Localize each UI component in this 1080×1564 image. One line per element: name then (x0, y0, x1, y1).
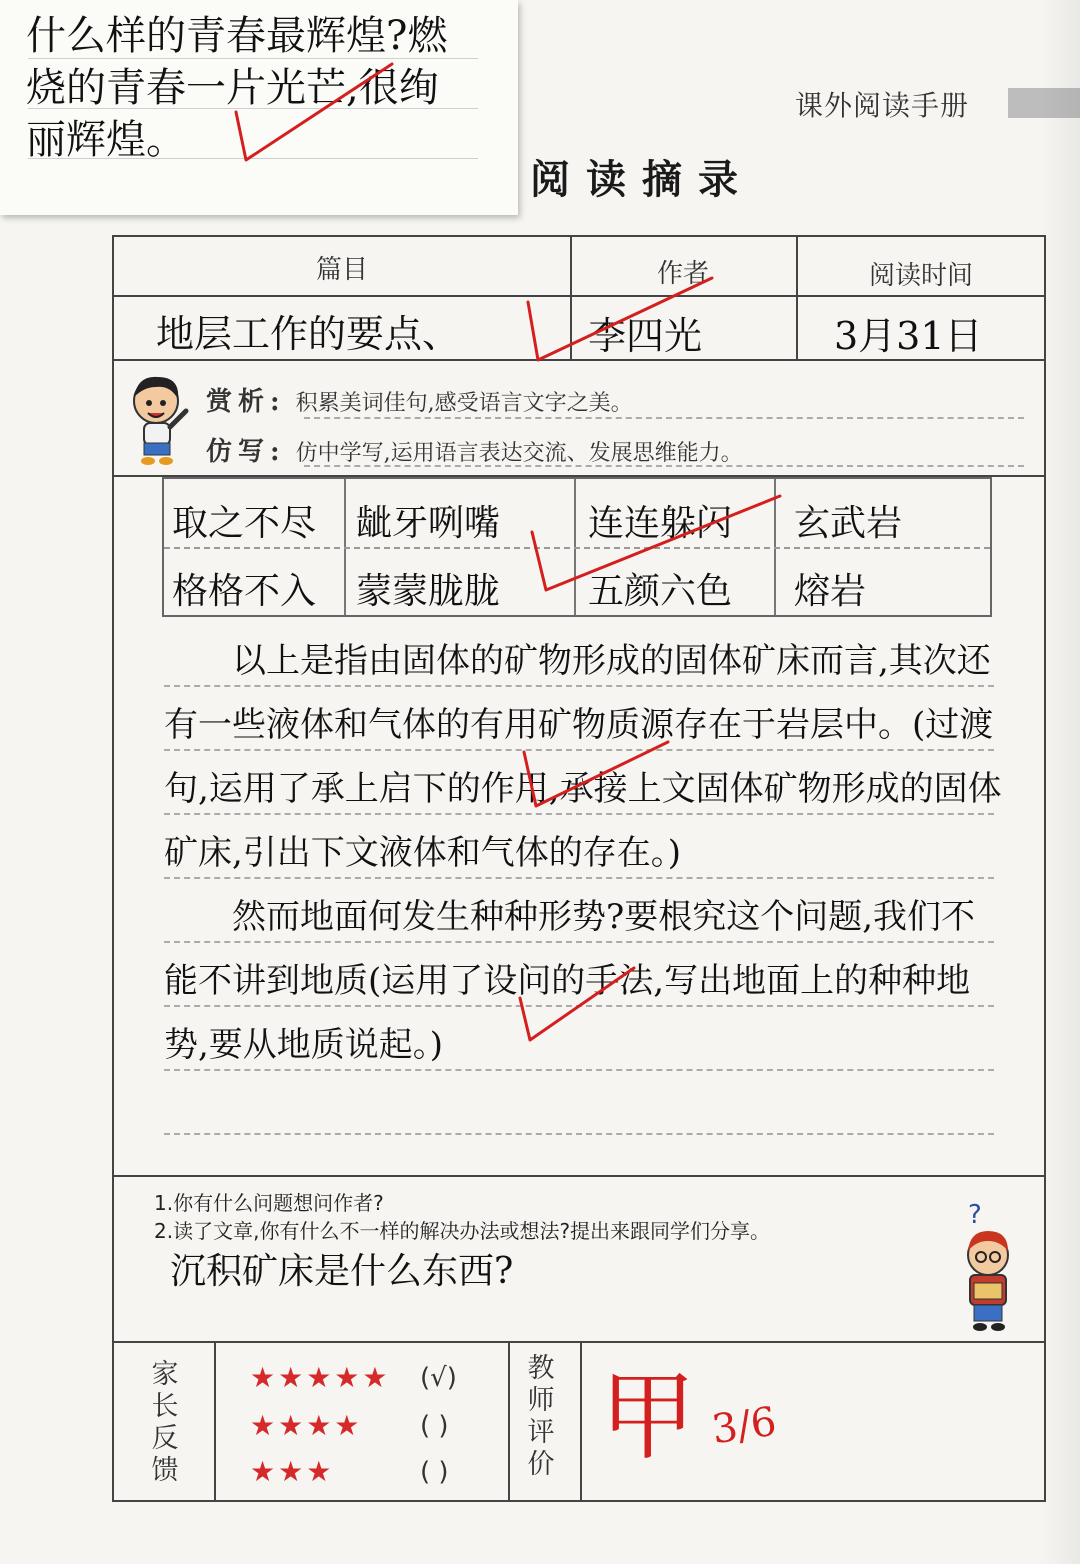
vocab-word: 取之不尽 (172, 503, 317, 544)
book-title: 课外阅读手册 (795, 89, 970, 122)
excerpt-paragraph: 以上是指由固体的矿物形成的固体矿床而言,其次还有一些液体和气体的有用矿物质源存在于岩层中。(过渡句,运用了承上启下的作用,承接上文固体矿物形成的固体矿床,引出下文液体和气体的存在。) (164, 641, 1002, 873)
question-1: 1.你有什么问题想问作者? (154, 1191, 384, 1215)
vocab-word: 蒙蒙胧胧 (356, 571, 501, 612)
question-2: 2.读了文章,你有什么不一样的解决办法或想法?提出来跟同学们分享。 (154, 1219, 771, 1243)
header-title: 篇目 (315, 255, 368, 285)
teacher-eval-label: 教师评价 (527, 1353, 555, 1480)
student-answer: 沉积矿床是什么东西? (170, 1251, 514, 1292)
vocab-word: 五颜六色 (588, 571, 733, 612)
reading-date-value: 3月31日 (834, 314, 983, 358)
vocab-word: 熔岩 (794, 571, 867, 612)
teacher-grade: 甲 (600, 1361, 696, 1473)
vocabulary-grid (162, 477, 992, 617)
page-title: 阅读摘录 (530, 156, 754, 203)
tip-imitate (206, 431, 743, 468)
dashed-rule (164, 1133, 994, 1135)
tip-appreciate (206, 381, 633, 418)
table-rule (114, 295, 1044, 297)
excerpt-paragraph: 然而地面何发生种种形势?要根究这个问题,我们不能不讲到地质(运用了设问的手法,写出地面上的种种地势,要从地质说起。) (164, 897, 976, 1065)
vocab-word: 龇牙咧嘴 (356, 503, 501, 544)
rating-five-mark: (√) (420, 1363, 457, 1393)
table-rule (580, 1341, 582, 1502)
tip-label: 仿写: (206, 437, 286, 467)
rating-five-stars: ★★★★★ (250, 1361, 391, 1394)
table-rule (114, 1341, 1044, 1343)
reading-record-frame (112, 235, 1046, 1502)
author-value: 李四光 (588, 314, 703, 358)
tip-label: 赏析: (206, 387, 286, 417)
table-rule (214, 1341, 216, 1502)
teacher-grade-date: 3/6 (709, 1398, 780, 1454)
rating-four-mark: ( ) (420, 1411, 449, 1441)
rating-three-mark: ( ) (420, 1457, 449, 1487)
tip-text: 积累美词佳句,感受语言文字之美。 (295, 391, 633, 416)
vocab-word: 玄武岩 (794, 503, 903, 544)
sticky-note (0, 0, 518, 215)
vocab-word: 连连躲闪 (588, 503, 733, 544)
article-title-value: 地层工作的要点、 (156, 312, 461, 356)
vocab-word: 格格不入 (172, 571, 317, 612)
sticky-note-text: 什么样的青春最辉煌?燃烧的青春一片光芒,很绚丽辉煌。 (26, 13, 448, 163)
rating-four-stars: ★★★★ (250, 1409, 363, 1442)
header-author: 作者 (656, 259, 709, 289)
parent-feedback-label: 家长反馈 (151, 1359, 179, 1486)
header-date: 阅读时间 (868, 261, 973, 291)
sticky-check-mark (0, 0, 518, 215)
grid-line (164, 547, 990, 549)
svg-text:?: ? (968, 1200, 982, 1230)
boy-cartoon-icon (124, 371, 196, 467)
rating-three-stars: ★★★ (250, 1455, 335, 1488)
dashed-rule (304, 417, 1024, 419)
dashed-rule (304, 465, 1024, 467)
table-rule (508, 1341, 510, 1502)
table-rule (114, 1175, 1044, 1177)
header-bar (1008, 88, 1080, 118)
reading-boy-icon (952, 1197, 1024, 1337)
tip-text: 仿中学写,运用语言表达交流、发展思维能力。 (295, 441, 743, 466)
